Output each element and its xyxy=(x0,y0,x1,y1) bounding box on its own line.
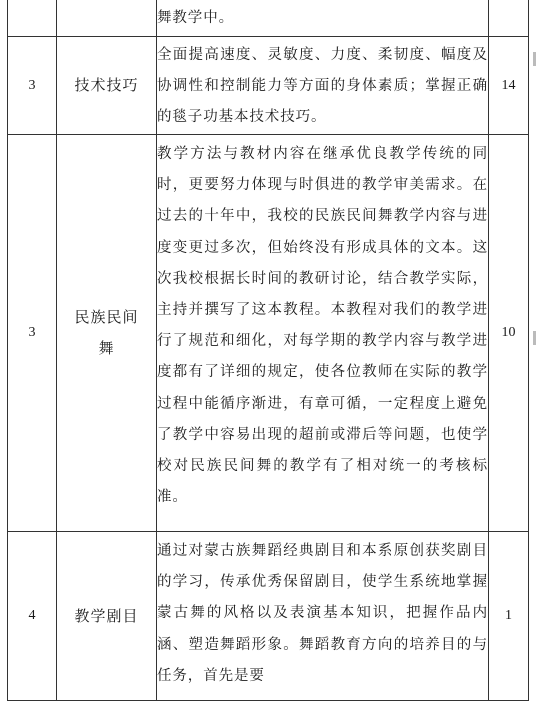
course-content-cell xyxy=(157,135,489,532)
course-name-cell xyxy=(57,0,157,37)
curriculum-table xyxy=(7,0,529,701)
course-content: 教学方法与教材内容在继承优良教学传统的同时，更要努力体现与时俱进的教学审美需求。在过去的十年中，我校的民族民间舞教学内容与进度变更过多次，但始终没有形成具体的文本。这次我校根据长时间的教研讨论，结合教学实际，主持并撰写了这本教程。本教程对我们的教学进行了规范和细化，对每学期的教学内容与教学进度都有了详细的规定，使各位教师在实际的教学过程中能循序渐进，有章可循，一定程度上避免了教学中容易出现的超前或滞后等问题，也使学校对民族民间舞的教学有了相对统一的考核标准。 xyxy=(157,146,488,506)
course-name: 技术技巧 xyxy=(74,76,139,94)
hours-cell: 1 xyxy=(489,532,529,701)
hours-cell: 14 xyxy=(489,37,529,135)
course-content: 通过对蒙古族舞蹈经典剧目和本系原创获奖剧目的学习，传承优秀保留剧目，使学生系统地掌握蒙古舞的风格以及表演基本知识，把握作品内涵、塑造舞蹈形象。舞蹈教育方向的培养目的与任务，首先是要 xyxy=(157,543,488,684)
course-content-cell xyxy=(157,532,489,701)
row-number-cell: 4 xyxy=(8,532,57,701)
row-number-cell: 3 xyxy=(8,135,57,532)
course-name-cell xyxy=(57,135,157,532)
course-name: 民族民间舞 xyxy=(74,308,139,357)
course-name-cell xyxy=(57,37,157,135)
page-edge-mark xyxy=(533,52,536,66)
table-row xyxy=(8,135,529,532)
course-name: 教学剧目 xyxy=(74,606,139,625)
course-content: 舞教学中。 xyxy=(157,10,234,26)
hours-cell: 10 xyxy=(489,135,529,532)
course-content-cell xyxy=(157,0,489,37)
hours-cell xyxy=(489,0,529,37)
row-number-cell: 3 xyxy=(8,37,57,135)
table-row xyxy=(8,37,529,135)
page-edge-mark xyxy=(533,331,536,345)
course-name-cell xyxy=(57,532,157,701)
row-number-cell xyxy=(8,0,57,37)
course-content: 全面提高速度、灵敏度、力度、柔韧度、幅度及协调性和控制能力等方面的身体素质；掌握正确的毯子功基本技术技巧。 xyxy=(157,46,488,126)
table-row xyxy=(8,532,529,701)
course-content-cell xyxy=(157,37,489,135)
table-row xyxy=(8,0,529,37)
